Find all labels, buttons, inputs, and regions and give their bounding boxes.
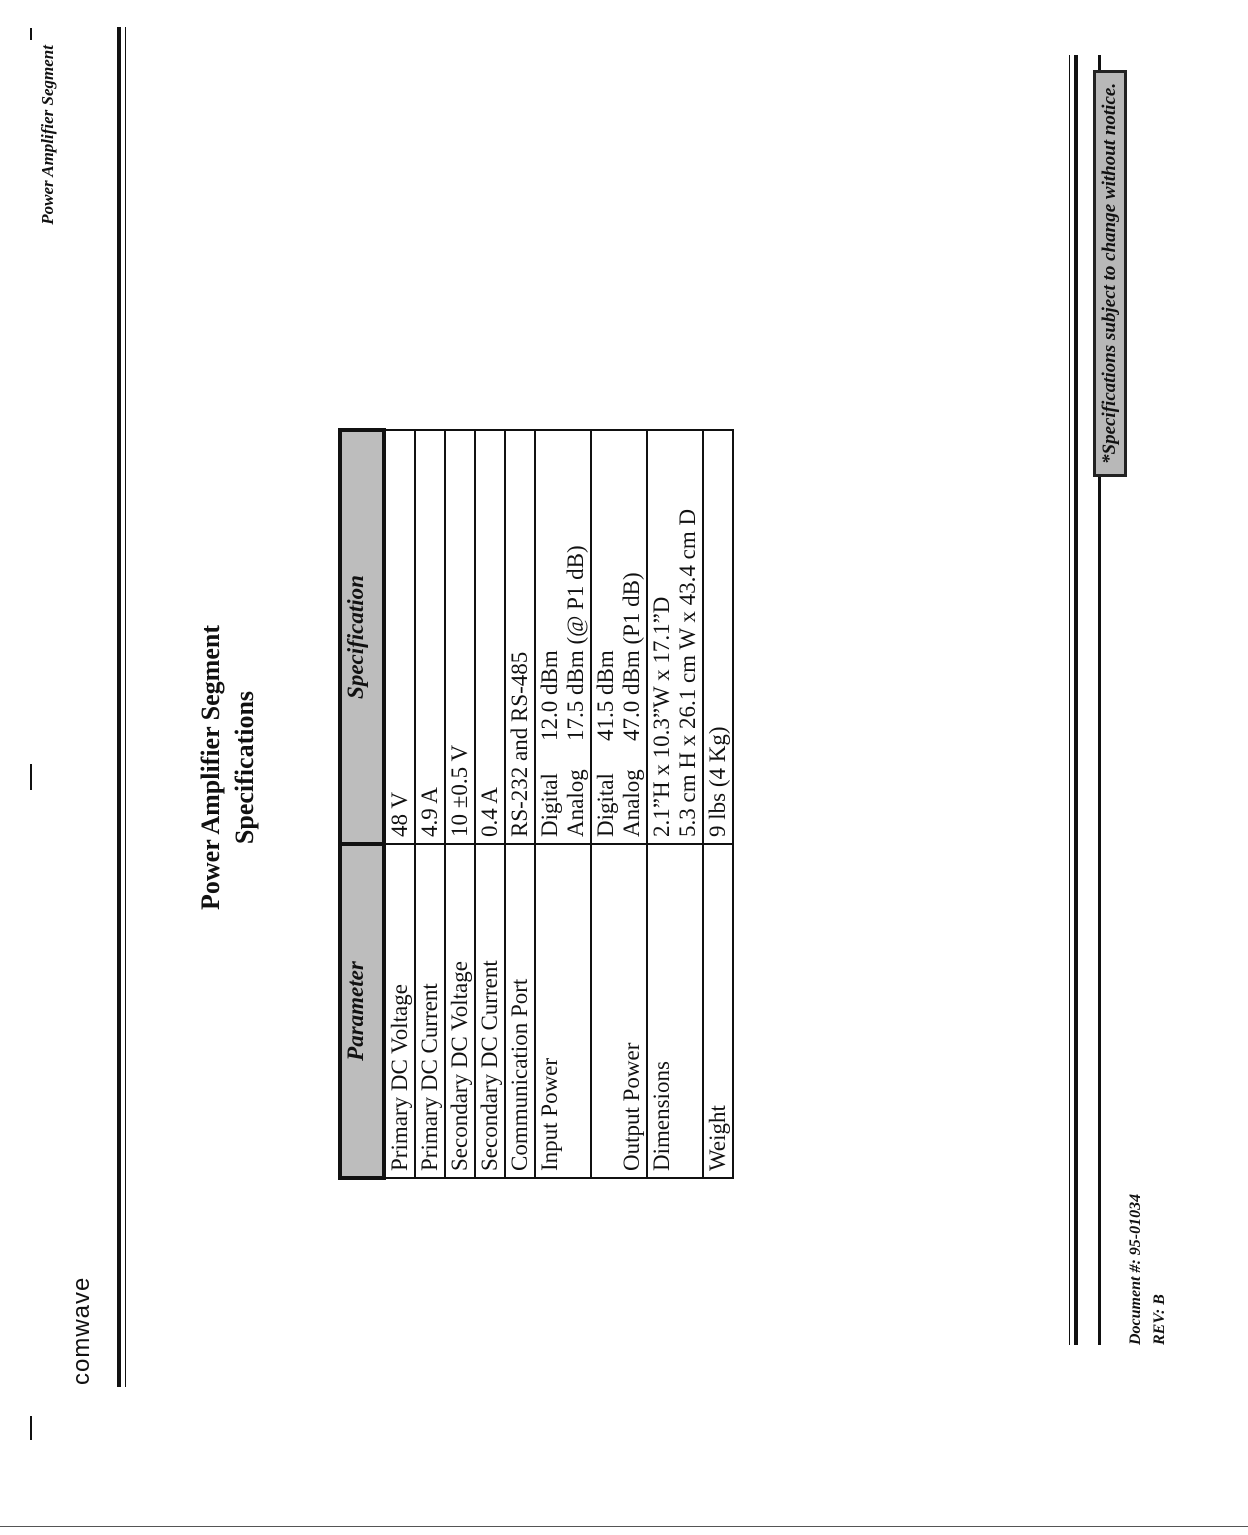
spec-value: 12.0 dBm [537, 650, 562, 741]
margin-mark [30, 28, 32, 40]
spec-line [593, 437, 619, 837]
specification-cell: 10 ±0.5 V [445, 430, 475, 844]
footer-rule-thin [1069, 55, 1070, 1345]
document-info [1124, 1194, 1172, 1345]
spec-mode-label: Analog [619, 769, 644, 837]
footer-rule-thick [1074, 55, 1078, 1345]
specification-cell: RS-232 and RS-485 [505, 430, 535, 844]
parameter-cell: Primary DC Current [415, 844, 445, 1178]
specification-cell: 0.4 A [475, 430, 505, 844]
parameter-cell: Input Power [535, 844, 591, 1178]
spec-line [537, 437, 563, 837]
specification-cell [535, 430, 591, 844]
parameter-cell: Communication Port [505, 844, 535, 1178]
spec-line [619, 437, 645, 837]
specification-cell: 9 lbs (4 Kg) [703, 430, 733, 844]
spec-mode-label: Digital [593, 773, 618, 837]
parameter-label: Output Power [619, 1042, 644, 1171]
revision: REV: B [1151, 1294, 1168, 1345]
spec-line [563, 437, 589, 837]
table-row [505, 430, 535, 1178]
spec-mode-label: Digital [537, 773, 562, 837]
spec-line: 2.1”H x 10.3”W x 17.1”D [649, 596, 674, 837]
specifications-notice: *Specifications subject to change without notice. [1093, 70, 1127, 477]
specification-cell: 48 V [384, 430, 415, 844]
spec-mode-label: Analog [563, 769, 588, 837]
column-header-specification: Specification [340, 430, 384, 844]
document-number: Document #: 95-01034 [1127, 1193, 1144, 1345]
table-row [647, 430, 703, 1178]
parameter-cell: Secondary DC Current [475, 844, 505, 1178]
page-title: Power Amplifier Segment [196, 625, 225, 910]
parameter-cell: Weight [703, 844, 733, 1178]
specification-cell: 4.9 A [415, 430, 445, 844]
header-rule-thin [125, 27, 126, 1387]
parameter-cell: Primary DC Voltage [384, 844, 415, 1178]
table-row [445, 430, 475, 1178]
table-row [475, 430, 505, 1178]
table-row [703, 430, 733, 1178]
header-rule-thick [117, 27, 121, 1387]
specification-cell [591, 430, 647, 844]
header-document-title: Power Amplifier Segment [38, 45, 57, 225]
margin-mark [30, 1416, 32, 1440]
table-row [535, 430, 591, 1178]
spec-line: 5.3 cm H x 26.1 cm W x 43.4 cm D [675, 508, 700, 837]
table-header-row [340, 430, 384, 1178]
spec-value: 41.5 dBm [593, 650, 618, 741]
table-row [415, 430, 445, 1178]
parameter-cell: Dimensions [647, 844, 703, 1178]
specifications-table [338, 428, 734, 1180]
spec-value: 47.0 dBm (P1 dB) [619, 572, 644, 741]
comwave-logo: comwave [68, 1276, 95, 1385]
table-row [384, 430, 415, 1178]
parameter-cell [591, 844, 647, 1178]
column-header-parameter: Parameter [340, 844, 384, 1178]
scan-edge-line [0, 1526, 1248, 1527]
page-subtitle: Specifications [230, 690, 259, 845]
margin-mark [30, 764, 32, 790]
spec-value: 17.5 dBm (@ P1 dB) [563, 545, 588, 741]
parameter-cell: Secondary DC Voltage [445, 844, 475, 1178]
table-row [591, 430, 647, 1178]
specification-cell [647, 430, 703, 844]
